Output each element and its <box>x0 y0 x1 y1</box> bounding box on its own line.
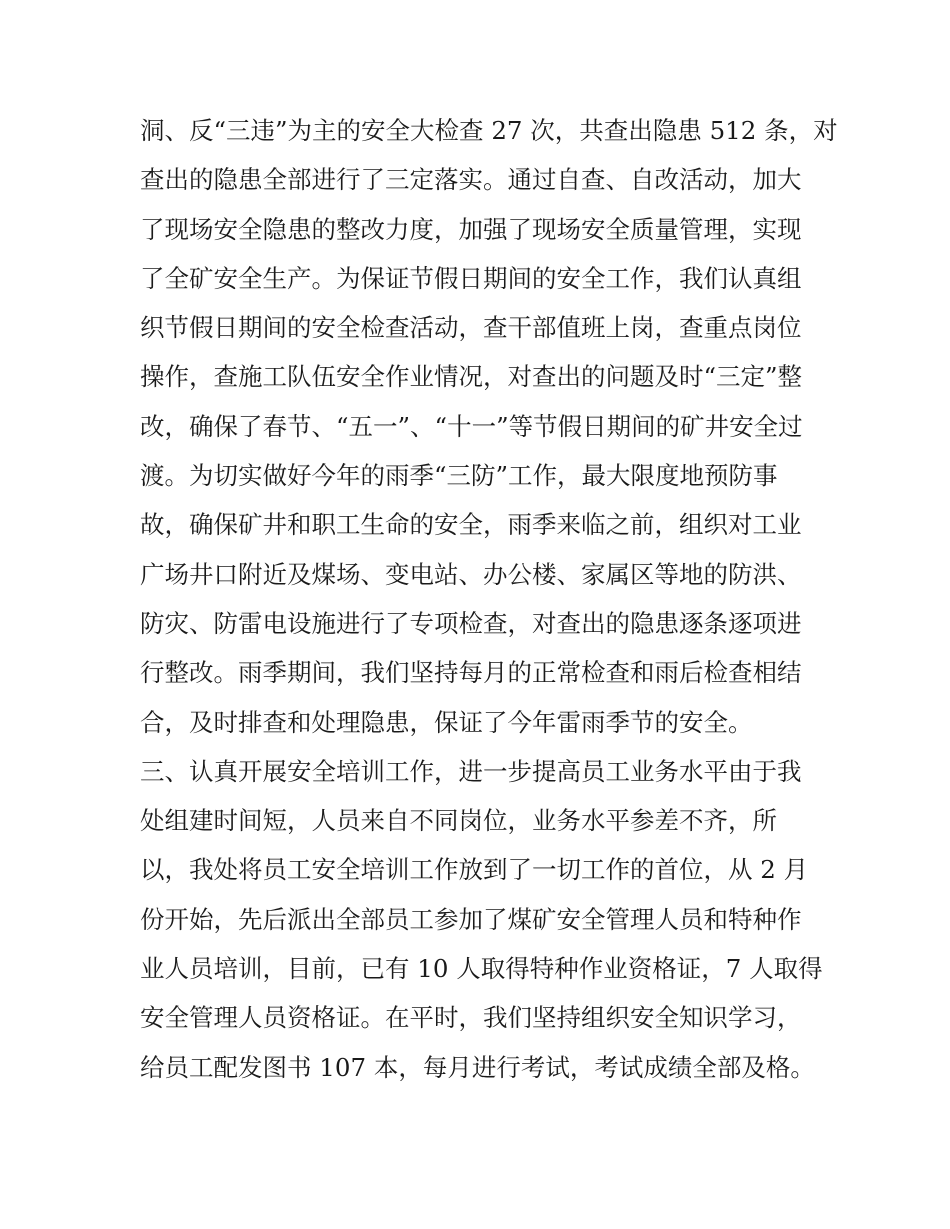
text-line-20: 给员工配发图书 107 本，每月进行考试，考试成绩全部及格。 <box>140 1052 815 1082</box>
text-line-9: 故，确保矿井和职工生命的安全，雨季来临之前，组织对工业 <box>140 510 802 540</box>
text-line-18: 业人员培训，目前，已有 10 人取得特种作业资格证，7 人取得 <box>140 954 823 984</box>
text-line-4: 了全矿安全生产。为保证节假日期间的安全工作，我们认真组 <box>140 263 802 293</box>
text-line-17: 份开始，先后派出全部员工参加了煤矿安全管理人员和特种作 <box>140 904 802 934</box>
text-line-19: 安全管理人员资格证。在平时，我们坚持组织安全知识学习， <box>140 1003 802 1033</box>
text-line-12: 行整改。雨季期间，我们坚持每月的正常检查和雨后检查相结 <box>140 658 802 688</box>
body-text <box>140 106 838 1092</box>
text-line-1: 洞、反“三违”为主的安全大检查 27 次，共查出隐患 512 条，对 <box>140 116 838 145</box>
text-line-3: 了现场安全隐患的整改力度，加强了现场安全质量管理，实现 <box>140 214 802 244</box>
text-line-13: 合，及时排查和处理隐患，保证了今年雷雨季节的安全。 <box>140 707 753 737</box>
text-line-10: 广场井口附近及煤场、变电站、办公楼、家属区等地的防洪、 <box>140 559 802 589</box>
text-line-11: 防灾、防雷电设施进行了专项检查，对查出的隐患逐条逐项进 <box>140 608 802 638</box>
text-line-6: 操作，查施工队伍安全作业情况，对查出的问题及时“三定”整 <box>140 362 803 392</box>
text-line-16: 以，我处将员工安全培训工作放到了一切工作的首位，从 2 月 <box>140 855 809 885</box>
text-line-14: 三、认真开展安全培训工作，进一步提高员工业务水平由于我 <box>140 756 802 786</box>
text-line-15: 处组建时间短，人员来自不同岗位，业务水平参差不齐，所 <box>140 806 777 836</box>
text-line-2: 查出的隐患全部进行了三定落实。通过自查、自改活动，加大 <box>140 165 802 195</box>
text-line-8: 渡。为切实做好今年的雨季“三防”工作，最大限度地预防事 <box>140 461 778 491</box>
text-line-5: 织节假日期间的安全检查活动，查干部值班上岗，查重点岗位 <box>140 313 802 343</box>
text-line-7: 改，确保了春节、“五一”、“十一”等节假日期间的矿井安全过 <box>140 411 803 441</box>
